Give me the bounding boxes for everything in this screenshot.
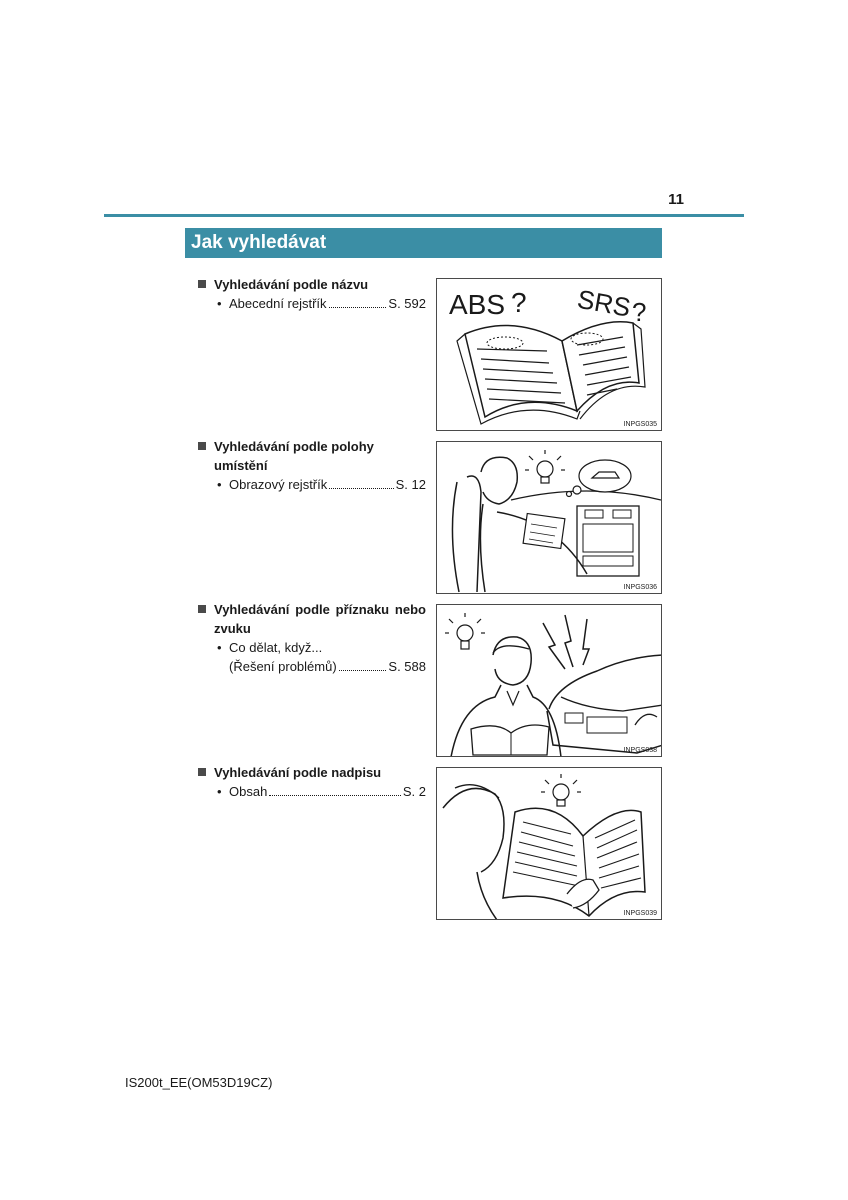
index-entry[interactable] [198, 657, 426, 676]
leader-dots [339, 669, 387, 671]
figure-code: INPGS039 [623, 910, 657, 917]
bullet-dot-icon: • [217, 296, 222, 311]
page-number: 11 [668, 191, 684, 208]
square-bullet-icon [198, 605, 206, 613]
bullet-dot-icon: • [217, 477, 222, 492]
page-ref[interactable]: S. 588 [388, 659, 426, 674]
lightbulb-icon [445, 613, 485, 649]
driver-dashboard-illustration [437, 442, 662, 594]
figure-code: INPGS036 [623, 584, 657, 591]
square-bullet-icon [198, 768, 206, 776]
figure-label-q2: ? [632, 297, 647, 327]
figure-person-reading [436, 767, 662, 920]
figure-label-abs: ABS [449, 289, 506, 320]
man-car-illustration [437, 605, 662, 757]
bullet-dot-icon: • [217, 784, 222, 799]
section-heading: Vyhledávání podle polohy umístění [198, 437, 426, 475]
header-rule [104, 214, 744, 217]
figure-code: INPGS035 [623, 421, 657, 428]
page-title: Jak vyhledávat [185, 228, 662, 258]
page-ref[interactable]: S. 592 [388, 296, 426, 311]
figure-label-q1: ? [511, 287, 527, 318]
index-entry[interactable] [198, 475, 426, 494]
leader-dots [269, 794, 401, 796]
section-by-name [198, 275, 426, 313]
section-heading: Vyhledávání podle příznaku nebo [198, 600, 426, 619]
lightbulb-icon [525, 450, 565, 483]
section-by-location [198, 437, 426, 494]
figure-man-car-noise [436, 604, 662, 757]
entry-label: (Řešení problémů) [229, 659, 337, 674]
section-by-symptom [198, 600, 426, 676]
entry-label: Abecední rejstřík [229, 296, 327, 311]
document-code-footer: IS200t_EE(OM53D19CZ) [125, 1075, 273, 1090]
person-reading-illustration [437, 768, 662, 920]
index-entry[interactable] [198, 294, 426, 313]
figure-driver-dashboard [436, 441, 662, 594]
entry-label: Obsah [229, 784, 268, 799]
entry-label-line1: • Co dělat, když... [217, 640, 323, 655]
square-bullet-icon [198, 280, 206, 288]
index-entry[interactable] [198, 782, 426, 801]
section-heading: Vyhledávání podle nadpisu [198, 763, 426, 782]
page-ref[interactable]: S. 12 [395, 477, 426, 492]
figure-code: INPGS038 [623, 747, 657, 754]
square-bullet-icon [198, 442, 206, 450]
lightbulb-icon [541, 774, 581, 806]
leader-dots [329, 487, 393, 489]
section-heading-continued: zvuku [214, 621, 251, 636]
figure-label-srs: SRS [575, 283, 633, 323]
leader-dots [329, 306, 387, 308]
page-ref[interactable]: S. 2 [402, 784, 426, 799]
thought-bubble-icon [567, 460, 632, 497]
open-book-illustration [437, 279, 662, 431]
bullet-dot-icon: • [217, 640, 222, 655]
figure-books-abs-srs [436, 278, 662, 431]
entry-label: Obrazový rejstřík [229, 477, 328, 492]
section-heading: Vyhledávání podle názvu [198, 275, 426, 294]
section-by-heading [198, 763, 426, 801]
